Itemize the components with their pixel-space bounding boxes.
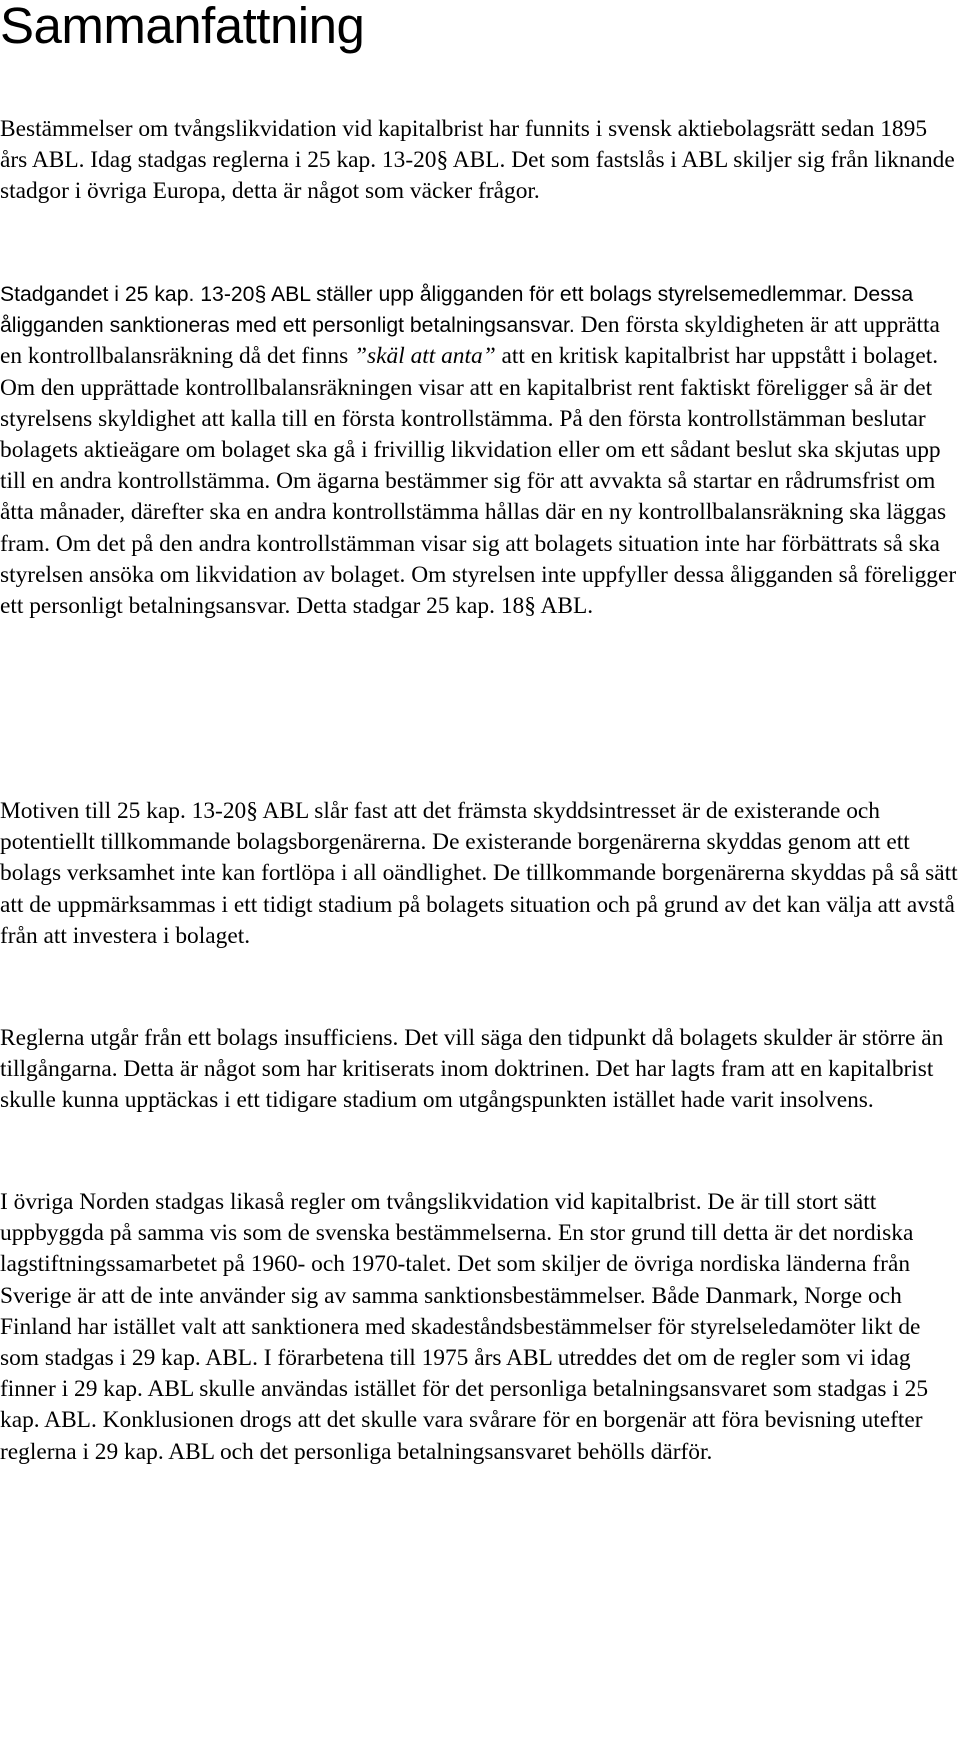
paragraph-obligations-rest: Om den upprättade kontrollbalansräkningen visar att en kapitalbrist rent faktiskt föreligger så är det styrelsens skyldighet att kalla till en första kontrollstämma. På den första kontrollstämman beslutar bolagets aktieägare om bolaget ska gå i frivillig likvidation eller om ett sådant beslut ska skjutas upp till en andra kontrollstämma. Om ägarna bestämmer sig för att avvakta så startar en rådrumsfrist om åtta månader, därefter ska en andra kontrollstämma hållas där en ny kontrollbalansräkning ska läggas fram. Om det på den andra kontrollstämman visar sig att bolagets situation inte har förbättrats så ska styrelsen ansöka om likvidation av bolaget. Om styrelsen inte uppfyller dessa åligganden så föreligger ett personligt betalningsansvar. Detta stadgar 25 kap. 18§ ABL. [0,374,957,620]
paragraph-obligations-italic: ”skäl att anta” [354,343,496,370]
paragraph-insufficiency: Reglerna utgår från ett bolags insufficiens. Det vill säga den tidpunkt då bolagets skulder är större än tillgångarna. Detta är något som har kritiserats inom doktrinen. Det har lagts fram att en kapitalbrist skulle kunna upptäckas i ett tidigare stadium om utgångspunkten istället hade varit insolvens. [0,1025,944,1114]
paragraph-nordic: I övriga Norden stadgas likaså regler om tvångslikvidation vid kapitalbrist. De är till stort sätt uppbyggda på samma vis som de svenska bestämmelserna. En stor grund till detta är det nordiska lagstiftningssamarbetet på 1960- och 1970-talet. Det som skiljer de övriga nordiska länderna från Sverige är att de inte använder sig av samma sanktionsbestämmelser. Både Danmark, Norge och Finland har istället valt att sanktionera med skadeståndsbestämmelser för styrelseledamöter likt de som stadgas i 29 kap. ABL. I förarbetena till 1975 års ABL utreddes det om de regler som vi idag finner i 29 kap. ABL skulle användas istället för det personliga betalningsansvaret som stadgas i 25 kap. ABL. Konklusionen drogs att det skulle vara svårare för en borgenär att föra bevisning utefter reglerna i 29 kap. ABL och det personliga betalningsansvaret behölls därför. [0,1189,929,1465]
paragraph-obligations-b: att en kritisk kapitalbrist har uppstått i bolaget. [495,343,939,370]
paragraph-intro: Bestämmelser om tvångslikvidation vid kapitalbrist har funnits i svensk aktiebolagsrätt sedan 1895 års ABL. Idag stadgas reglerna i 25 kap. 13-20§ ABL. Det som fastslås i ABL skiljer sig från liknande stadgor i övriga Europa, detta är något som väcker frågor. [0,116,955,205]
paragraph-obligations-sans: Stadgandet i 25 kap. 13-20§ ABL ställer upp åligganden för ett bolags styrelsemedlemmar. Dessa åligganden sanktioneras med ett personligt betalningsansvar. [0,283,914,338]
paragraph-motives: Motiven till 25 kap. 13-20§ ABL slår fast att det främsta skyddsintresset är de existerande och potentiellt tillkommande bolagsborgenärerna. De existerande borgenärerna skyddas genom att ett bolags verksamhet inte kan fortlöpa i all oändlighet. De tillkommande borgenärerna skyddas på så sätt att de uppmärksammas i ett tidigt stadium på bolagets situation och på grund av det kan välja att avstå från att investera i bolaget. [0,798,958,949]
paragraph-obligations [0,279,960,622]
paragraph-obligations-a: Den första skyldigheten är att upprätta en kontrollbalansräkning då det finns [0,312,940,370]
page-title: Sammanfattning [0,0,365,54]
